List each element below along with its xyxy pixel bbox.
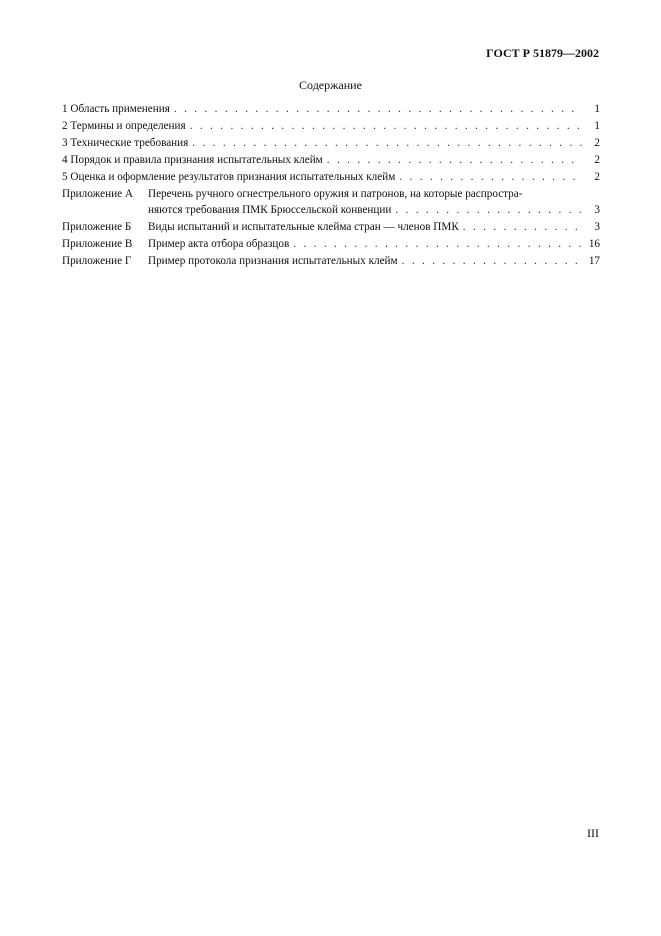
toc-entry-page: 3	[594, 221, 600, 233]
toc-appendix-a-line2[interactable]	[62, 202, 600, 219]
toc-entry-page: 17	[588, 255, 600, 267]
page-number: III	[587, 826, 599, 840]
toc-entry-page: 16	[588, 238, 600, 250]
appendix-title-line1: Перечень ручного огнестрельного оружия и патронов, на которые распростра-	[148, 188, 523, 200]
dot-leader	[190, 118, 582, 135]
table-of-contents	[62, 101, 600, 270]
appendix-title: Пример акта отбора образцов	[148, 238, 290, 250]
appendix-prefix: Приложение Б	[62, 221, 132, 233]
appendix-title: Виды испытаний и испытательные клейма стран — членов ПМК	[148, 221, 459, 233]
toc-entry-label: 2 Термины и определения	[62, 120, 186, 132]
toc-entry-label: 3 Технические требования	[62, 137, 189, 149]
dot-leader	[402, 253, 582, 270]
toc-entry-label: 4 Порядок и правила признания испытательных клейм	[62, 154, 323, 166]
toc-entry-4[interactable]	[62, 152, 600, 169]
toc-appendix-a-line1[interactable]	[62, 186, 600, 202]
toc-entry-label: 5 Оценка и оформление результатов признания испытательных клейм	[62, 171, 396, 183]
toc-entry-page: 2	[594, 154, 600, 166]
toc-title: Содержание	[299, 78, 362, 92]
toc-entry-2[interactable]	[62, 118, 600, 135]
toc-entry-page: 1	[594, 120, 600, 132]
dot-leader	[327, 152, 582, 169]
toc-entry-label: 1 Область применения	[62, 103, 170, 115]
toc-entry-1[interactable]	[62, 101, 600, 118]
dot-leader	[463, 219, 582, 236]
appendix-prefix: Приложение Г	[62, 255, 132, 267]
toc-entry-3[interactable]	[62, 135, 600, 152]
toc-entry-page: 2	[594, 137, 600, 149]
toc-entry-page: 2	[594, 171, 600, 183]
dot-leader	[399, 169, 582, 186]
toc-entry-page: 3	[594, 204, 600, 216]
toc-appendix-g[interactable]	[62, 253, 600, 270]
document-code: ГОСТ Р 51879—2002	[486, 46, 599, 60]
dot-leader	[293, 236, 582, 253]
dot-leader	[174, 101, 582, 118]
toc-appendix-v[interactable]	[62, 236, 600, 253]
toc-entry-5[interactable]	[62, 169, 600, 186]
appendix-title-line2: няются требования ПМК Брюссельской конвенции	[148, 204, 392, 216]
appendix-prefix: Приложение А	[62, 188, 133, 200]
appendix-title: Пример протокола признания испытательных клейм	[148, 255, 398, 267]
toc-appendix-b[interactable]	[62, 219, 600, 236]
toc-entry-page: 1	[594, 103, 600, 115]
dot-leader	[192, 135, 582, 152]
dot-leader	[395, 202, 582, 219]
appendix-prefix: Приложение В	[62, 238, 133, 250]
